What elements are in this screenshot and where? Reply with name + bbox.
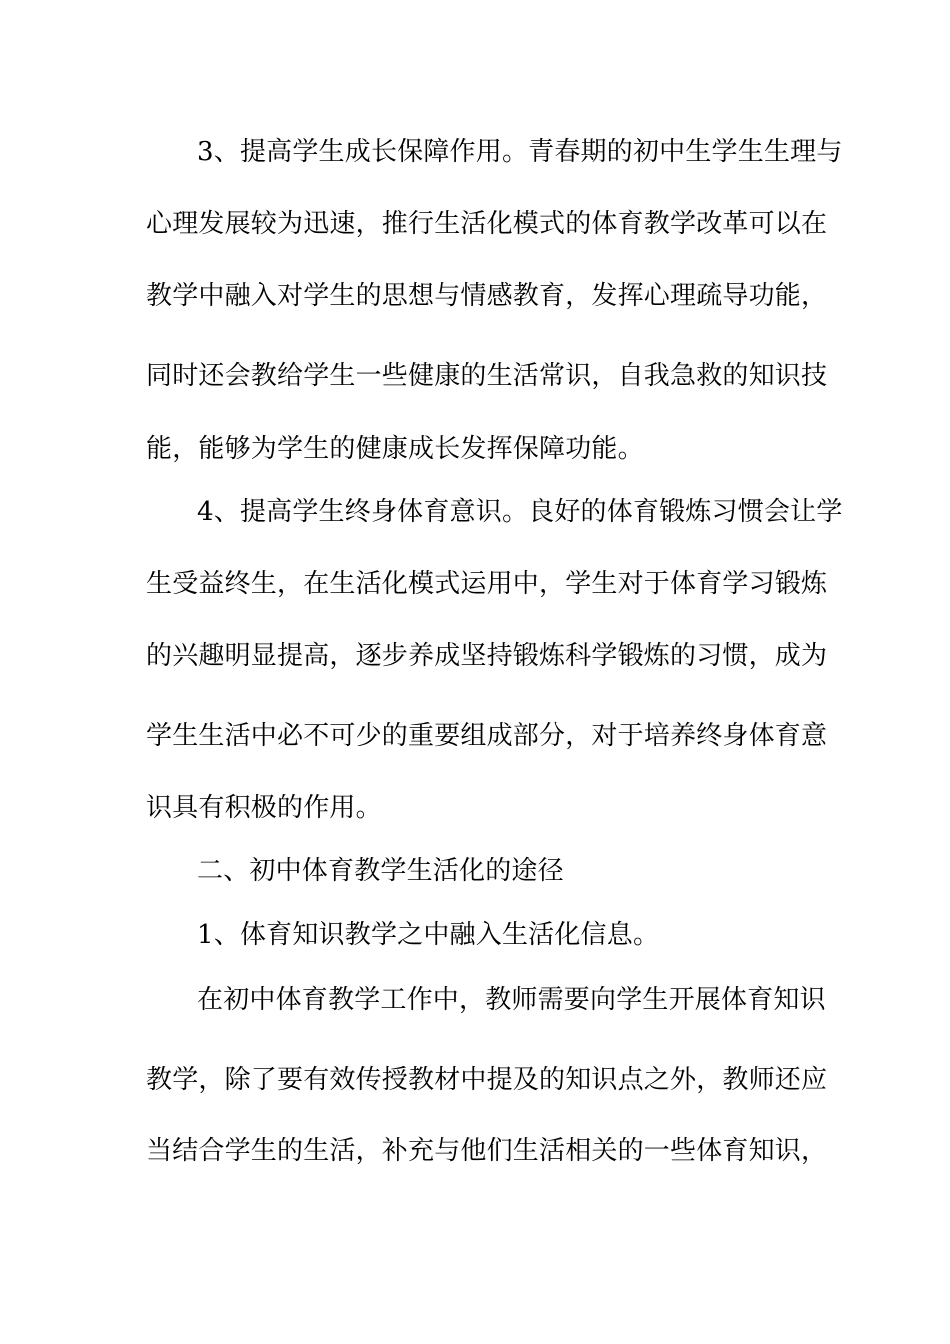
line-text: 4、提高学生终身体育意识。良好的体育锻炼习惯会让学 [197,497,843,527]
line-text: 同时还会教给学生一些健康的生活常识，自我急救的知识技 [146,361,828,391]
line-text: 心理发展较为迅速，推行生活化模式的体育教学改革可以在 [146,209,828,239]
line-text: 当结合学生的生活，补充与他们生活相关的一些体育知识， [146,1136,828,1166]
line-text: 的兴趣明显提高，逐步养成坚持锻炼科学锻炼的习惯，成为 [146,641,828,671]
line-text: 识具有积极的作用。 [146,793,382,823]
line-text: 能，能够为学生的健康成长发挥保障功能。 [146,434,644,464]
line-text: 教学中融入对学生的思想与情感教育，发挥心理疏导功能， [146,281,828,311]
heading-text: 1、体育知识教学之中融入生活化信息。 [197,920,660,950]
line-text: 在初中体育教学工作中，教师需要向学生开展体育知识 [197,985,826,1015]
line-text: 3、提高学生成长保障作用。青春期的初中生学生生理与 [197,137,843,167]
line-text: 学生生活中必不可少的重要组成部分，对于培养终身体育意 [146,721,828,751]
line-text: 生受益终生，在生活化模式运用中，学生对于体育学习锻炼 [146,569,828,599]
heading-text: 二、初中体育教学生活化的途径 [197,856,564,886]
line-text: 教学，除了要有效传授教材中提及的知识点之外，教师还应 [146,1065,828,1095]
